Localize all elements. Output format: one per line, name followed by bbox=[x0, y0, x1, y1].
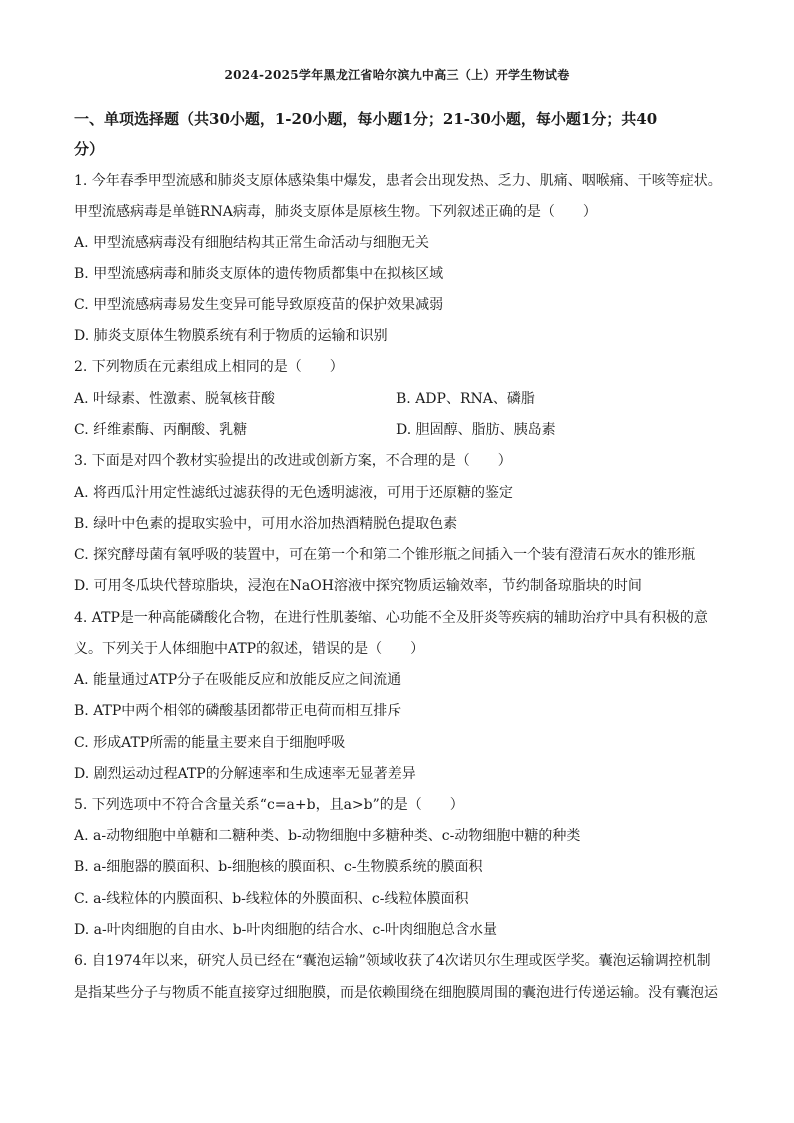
question-3-option-b: B. 绿叶中色素的提取实验中，可用水浴加热酒精脱色提取色素 bbox=[74, 516, 458, 532]
question-5-option-b: B. a-细胞器的膜面积、b-细胞核的膜面积、c-生物膜系统的膜面积 bbox=[74, 859, 483, 875]
question-5-option-c: C. a-线粒体的内膜面积、b-线粒体的外膜面积、c-线粒体膜面积 bbox=[74, 891, 469, 907]
question-2-option-d: D. 胆固醇、脂肪、胰岛素 bbox=[396, 422, 556, 438]
question-5-option-d: D. a-叶肉细胞的自由水、b-叶肉细胞的结合水、c-叶肉细胞总含水量 bbox=[74, 922, 497, 938]
question-4-stem-line-2: 义。下列关于人体细胞中ATP的叙述，错误的是（ ） bbox=[74, 641, 425, 657]
question-1-stem-line-1: 1. 今年春季甲型流感和肺炎支原体感染集中爆发，患者会出现发热、乏力、肌痛、咽喉痛、干咳等症状。 bbox=[74, 173, 722, 189]
question-1-stem-line-2: 甲型流感病毒是单链RNA病毒，肺炎支原体是原核生物。下列叙述正确的是（ ） bbox=[74, 204, 597, 220]
question-2-stem: 2. 下列物质在元素组成上相同的是（ ） bbox=[74, 359, 344, 375]
question-4-option-c: C. 形成ATP所需的能量主要来自于细胞呼吸 bbox=[74, 735, 346, 751]
section-heading-line-2: 分） bbox=[74, 140, 105, 158]
question-5-stem: 5. 下列选项中不符合含量关系“c=a+b，且a>b”的是（ ） bbox=[74, 797, 464, 813]
question-1-option-c: C. 甲型流感病毒易发生变异可能导致原疫苗的保护效果减弱 bbox=[74, 297, 444, 313]
section-heading-line-1: 一、单项选择题（共30小题，1-20小题，每小题1分；21-30小题，每小题1分；共40 bbox=[74, 110, 658, 128]
question-3-option-d: D. 可用冬瓜块代替琼脂块，浸泡在NaOH溶液中探究物质运输效率，节约制备琼脂块的时间 bbox=[74, 578, 642, 594]
question-4-option-d: D. 剧烈运动过程ATP的分解速率和生成速率无显著差异 bbox=[74, 766, 416, 782]
question-3-stem: 3. 下面是对四个教材实验提出的改进或创新方案，不合理的是（ ） bbox=[74, 453, 512, 469]
question-2-option-b: B. ADP、RNA、磷脂 bbox=[396, 391, 535, 407]
question-3-option-a: A. 将西瓜汁用定性滤纸过滤获得的无色透明滤液，可用于还原糖的鉴定 bbox=[74, 485, 514, 501]
question-4-stem-line-1: 4. ATP是一种高能磷酸化合物，在进行性肌萎缩、心功能不全及肝炎等疾病的辅助治疗中具有积极的意 bbox=[74, 610, 708, 626]
question-1-option-a: A. 甲型流感病毒没有细胞结构其正常生命活动与细胞无关 bbox=[74, 235, 430, 251]
question-4-option-b: B. ATP中两个相邻的磷酸基团都带正电荷而相互排斥 bbox=[74, 703, 402, 719]
question-2-option-c: C. 纤维素酶、丙酮酸、乳糖 bbox=[74, 422, 248, 438]
question-6-stem-line-2: 是指某些分子与物质不能直接穿过细胞膜，而是依赖围绕在细胞膜周围的囊泡进行传递运输。没有囊泡运 bbox=[74, 985, 718, 1001]
question-1-option-d: D. 肺炎支原体生物膜系统有利于物质的运输和识别 bbox=[74, 328, 388, 344]
question-4-option-a: A. 能量通过ATP分子在吸能反应和放能反应之间流通 bbox=[74, 672, 402, 688]
question-6-stem-line-1: 6. 自1974年以来，研究人员已经在“囊泡运输”领域收获了4次诺贝尔生理或医学奖。囊泡运输调控机制 bbox=[74, 953, 711, 969]
question-1-option-b: B. 甲型流感病毒和肺炎支原体的遗传物质都集中在拟核区域 bbox=[74, 266, 444, 282]
question-5-option-a: A. a-动物细胞中单糖和二糖种类、b-动物细胞中多糖种类、c-动物细胞中糖的种类 bbox=[74, 828, 581, 844]
question-3-option-c: C. 探究酵母菌有氧呼吸的装置中，可在第一个和第二个锥形瓶之间插入一个装有澄清石灰水的锥形瓶 bbox=[74, 547, 696, 563]
exam-title: 2024-2025学年黑龙江省哈尔滨九中高三（上）开学生物试卷 bbox=[224, 68, 570, 82]
question-2-option-a: A. 叶绿素、性激素、脱氧核苷酸 bbox=[74, 391, 276, 407]
